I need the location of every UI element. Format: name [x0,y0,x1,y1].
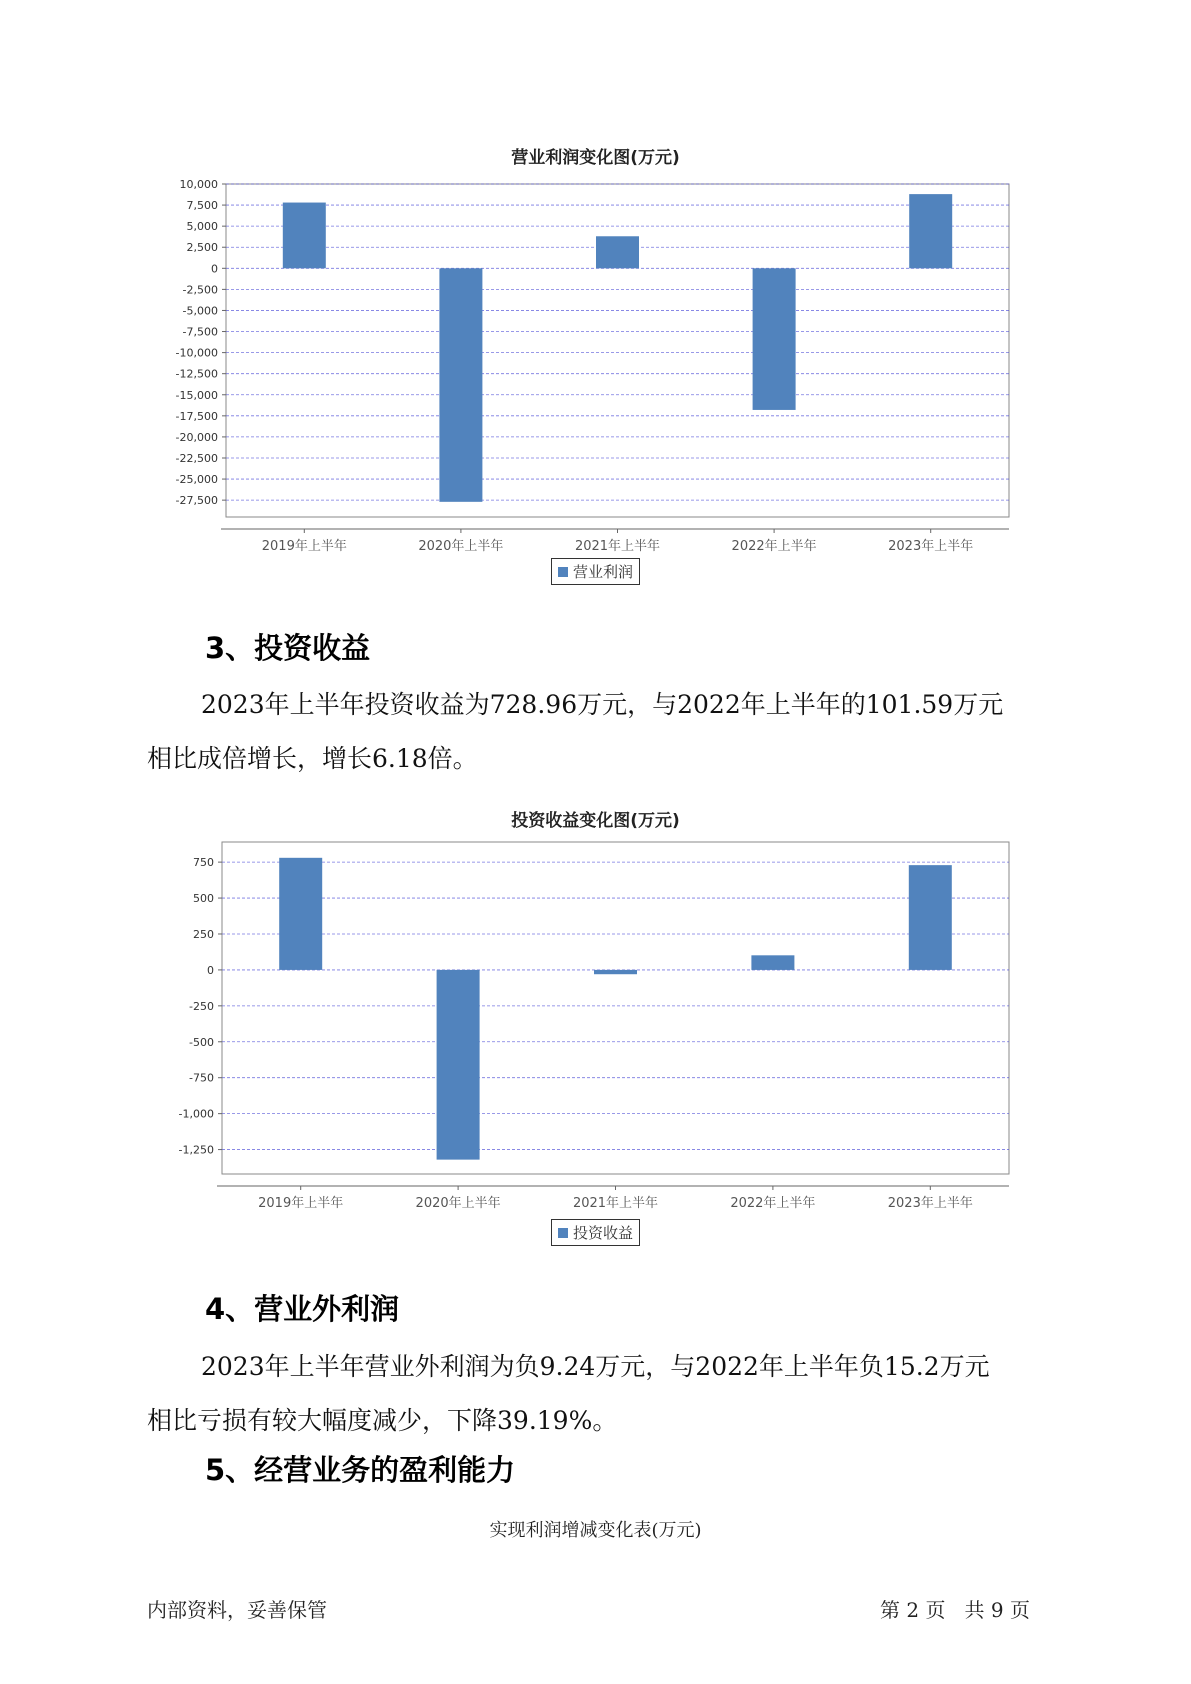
bar [439,268,482,502]
chart1-legend-label: 营业利润 [573,563,634,581]
y-tick-label: -17,500 [175,409,218,423]
y-tick-label: 750 [193,856,214,870]
bar [594,970,637,974]
y-tick-label: -22,500 [175,451,218,465]
y-tick-label: -10,000 [175,346,218,360]
y-tick-label: -250 [189,999,214,1013]
chart2-legend [551,1219,640,1246]
bar [279,858,322,970]
section3-line2: 相比成倍增长，增长6.18倍。 [147,744,478,773]
y-tick-label: -2,500 [182,283,218,297]
bar [751,955,794,970]
section3-line1: 2023年上半年投资收益为728.96万元，与2022年上半年的101.59万元 [201,690,1004,719]
y-tick-label: -12,500 [175,367,218,381]
footer-confidential: 内部资料，妥善保管 [147,1598,327,1622]
y-tick-label: 0 [211,262,218,276]
table-caption: 实现利润增减变化表(万元) [489,1520,702,1541]
x-tick-label: 2022年上半年 [730,1196,816,1211]
y-tick-label: -750 [189,1071,214,1085]
chart1-title: 营业利润变化图(万元) [511,148,680,168]
bar [753,268,796,410]
y-tick-label: -27,500 [175,494,218,508]
bar [437,970,480,1160]
y-tick-label: -5,000 [182,304,218,318]
x-tick-label: 2023年上半年 [887,1196,973,1211]
footer-page-number: 第 2 页 共 9 页 [880,1598,1030,1622]
section3-paragraph [147,678,1047,786]
x-tick-label: 2020年上半年 [418,539,504,554]
y-tick-label: 2,500 [186,241,218,255]
y-tick-label: -7,500 [182,325,218,339]
y-tick-label: 0 [207,963,214,977]
legend-swatch [558,1228,568,1238]
y-tick-label: -25,000 [175,473,218,487]
y-tick-label: -15,000 [175,388,218,402]
chart1-legend [551,558,640,585]
section4-line2: 相比亏损有较大幅度减少，下降39.19%。 [147,1406,618,1435]
y-tick-label: -500 [189,1035,214,1049]
bar [909,865,952,970]
section4-heading: 4、营业外利润 [205,1292,400,1326]
x-tick-label: 2023年上半年 [888,539,974,554]
x-tick-label: 2022年上半年 [731,539,817,554]
plot-area [222,842,1009,1174]
y-tick-label: 7,500 [186,199,218,213]
bar [283,203,326,269]
chart2-title: 投资收益变化图(万元) [511,811,680,831]
section4-line1: 2023年上半年营业外利润为负9.24万元，与2022年上半年负15.2万元 [201,1352,990,1381]
chart1-operating-profit [0,160,1191,580]
x-tick-label: 2019年上半年 [261,539,347,554]
section4-paragraph [147,1340,1047,1448]
x-tick-label: 2020年上半年 [415,1196,501,1211]
chart2-legend-label: 投资收益 [573,1224,634,1242]
y-tick-label: 10,000 [179,178,218,191]
y-tick-label: 500 [193,892,214,906]
y-tick-label: -1,000 [178,1107,214,1121]
y-tick-label: 5,000 [186,220,218,234]
section5-heading: 5、经营业务的盈利能力 [205,1453,516,1487]
bar [596,236,639,268]
chart2-investment-income [0,830,1191,1250]
legend-swatch [558,567,568,577]
x-tick-label: 2021年上半年 [574,539,661,554]
section3-heading: 3、投资收益 [205,631,371,665]
x-tick-label: 2021年上半年 [572,1196,659,1211]
x-tick-label: 2019年上半年 [258,1196,344,1211]
y-tick-label: 250 [193,927,214,941]
y-tick-label: -1,250 [178,1143,214,1157]
plot-area [226,184,1009,517]
bar [909,194,952,268]
y-tick-label: -20,000 [175,430,218,444]
